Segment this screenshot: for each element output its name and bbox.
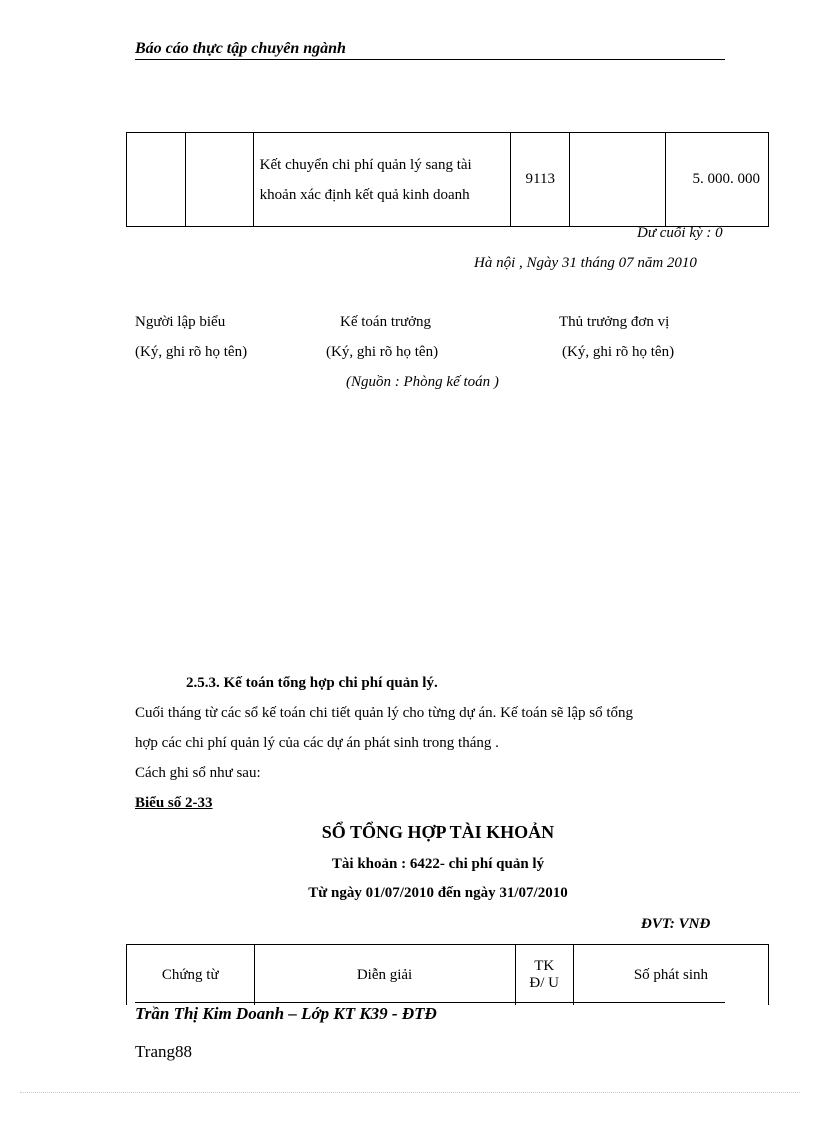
report-header-title: Báo cáo thực tập chuyên ngành	[135, 40, 725, 60]
signature-head-role: Thủ trưởng đơn vị	[559, 314, 670, 330]
ledger-credit-cell: 5. 000. 000	[665, 133, 768, 227]
column-header-description: Diễn giải	[254, 945, 515, 1006]
ledger-table	[126, 132, 769, 227]
signature-head-note: (Ký, ghi rõ họ tên)	[562, 344, 675, 360]
table-cell	[186, 133, 253, 227]
contra-account-line: TK	[534, 958, 555, 974]
page-bottom-divider	[20, 1092, 800, 1093]
date-line: Hà nội , Ngày 31 tháng 07 năm 2010	[474, 255, 697, 271]
page-number: Trang88	[135, 1042, 192, 1061]
footer-divider	[135, 1002, 725, 1003]
table-header-row	[127, 945, 769, 1006]
contra-account-line: Đ/ U	[529, 975, 559, 991]
section-paragraph-line: hợp các chi phí quản lý của các dự án phát sinh trong tháng .	[135, 735, 499, 751]
ledger-description-cell: Kết chuyển chi phí quản lý sang tài khoản xác định kết quả kinh doanh	[253, 133, 510, 227]
column-header-voucher: Chứng từ	[127, 945, 255, 1006]
table-cell	[127, 133, 186, 227]
summary-book-period: Từ ngày 01/07/2010 đến ngày 31/07/2010	[308, 885, 568, 901]
ledger-debit-cell	[570, 133, 665, 227]
footer-author: Trần Thị Kim Doanh – Lớp KT K39 - ĐTĐ	[135, 1004, 437, 1023]
section-paragraph-line: Cuối tháng từ các sổ kế toán chi tiết quản lý cho từng dự án. Kế toán sẽ lập sổ tổng	[135, 705, 634, 721]
form-label: Biểu số 2-33	[135, 795, 213, 811]
column-header-contra-account	[515, 945, 573, 1006]
summary-book-title: SỔ TỔNG HỢP TÀI KHOẢN	[321, 822, 555, 842]
summary-table	[126, 944, 769, 1005]
signature-chief-accountant-note: (Ký, ghi rõ họ tên)	[326, 344, 439, 360]
table-row	[127, 133, 769, 227]
signature-chief-accountant-role: Kế toán trưởng	[340, 314, 432, 330]
summary-book-account: Tài khoản : 6422- chi phí quản lý	[331, 856, 545, 872]
source-note: (Nguồn : Phòng kế toán )	[346, 374, 499, 390]
closing-balance: Dư cuối kỳ : 0	[637, 225, 723, 241]
method-text: Cách ghi sổ như sau:	[135, 765, 261, 781]
ledger-account-cell: 9113	[511, 133, 570, 227]
unit-label: ĐVT: VNĐ	[641, 916, 711, 932]
signature-preparer-note: (Ký, ghi rõ họ tên)	[135, 344, 248, 360]
column-header-amount: Số phát sinh	[573, 945, 768, 1006]
signature-preparer-role: Người lập biểu	[135, 314, 226, 330]
section-heading: 2.5.3. Kế toán tổng hợp chi phí quản lý.	[186, 675, 438, 691]
